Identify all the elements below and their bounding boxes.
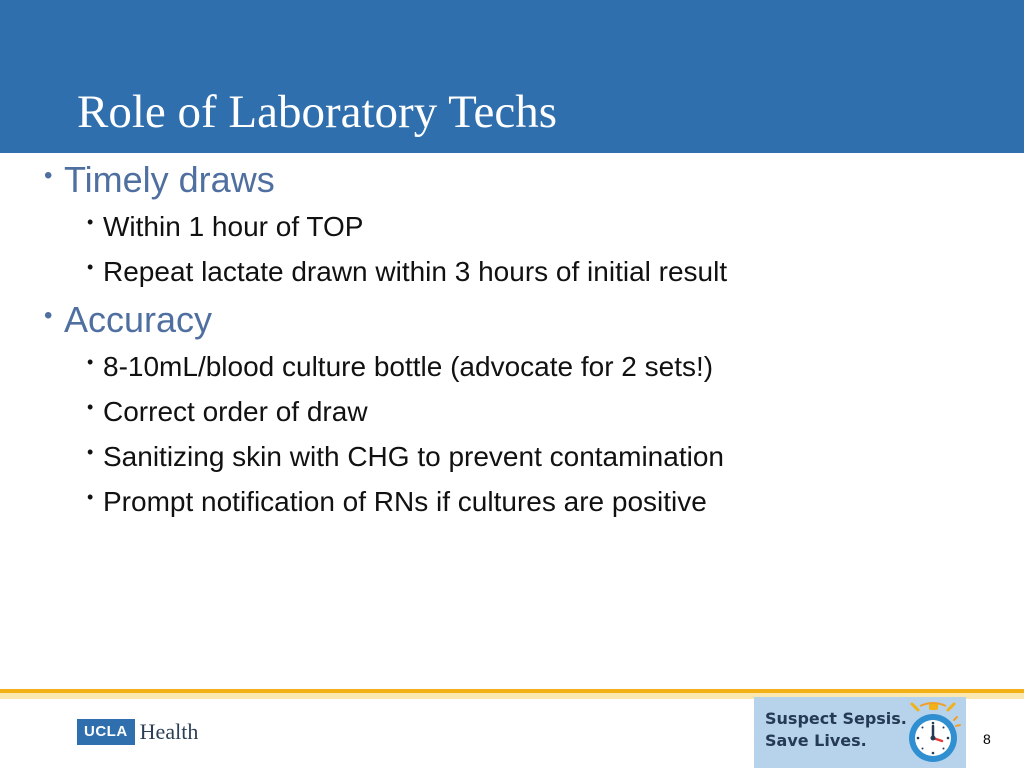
bullet-accuracy xyxy=(40,298,990,342)
sepsis-badge xyxy=(754,697,966,768)
page-number: 8 xyxy=(983,731,991,747)
bullet-dot: • xyxy=(87,442,94,462)
title-bar xyxy=(0,0,1024,153)
sub-bullet-text: Within 1 hour of TOP xyxy=(103,211,364,242)
sub-bullet-text: Correct order of draw xyxy=(103,396,368,427)
ucla-health-logo xyxy=(77,719,198,745)
logo-box: UCLA xyxy=(77,719,135,745)
bullet-heading: Timely draws xyxy=(64,159,275,200)
sub-bullet-text: 8-10mL/blood culture bottle (advocate for 2 sets!) xyxy=(103,351,714,382)
bullet-dot: • xyxy=(44,162,53,189)
sub-bullet xyxy=(87,208,990,246)
sub-bullet xyxy=(87,438,990,476)
badge-line-1: Suspect Sepsis. xyxy=(765,709,907,728)
stopwatch-icon xyxy=(904,700,962,766)
sub-bullet xyxy=(87,253,990,291)
sub-bullet xyxy=(87,483,990,521)
bullet-dot: • xyxy=(87,352,94,372)
bullet-dot: • xyxy=(87,212,94,232)
slide-body xyxy=(40,158,990,528)
bullet-dot: • xyxy=(44,302,53,329)
sub-bullet-text: Sanitizing skin with CHG to prevent contamination xyxy=(103,441,724,472)
sub-bullet xyxy=(87,348,990,386)
sub-bullet-text: Prompt notification of RNs if cultures are positive xyxy=(103,486,707,517)
badge-slogan xyxy=(765,708,907,752)
badge-line-2: Save Lives. xyxy=(765,731,867,750)
sub-bullet xyxy=(87,393,990,431)
bullet-dot: • xyxy=(87,487,94,507)
bullet-timely-draws xyxy=(40,158,990,202)
slide-title: Role of Laboratory Techs xyxy=(77,86,558,138)
bullet-dot: • xyxy=(87,397,94,417)
bullet-heading: Accuracy xyxy=(64,299,213,340)
sub-bullet-text: Repeat lactate drawn within 3 hours of initial result xyxy=(103,256,728,287)
bullet-dot: • xyxy=(87,257,94,277)
logo-word: Health xyxy=(139,719,199,744)
